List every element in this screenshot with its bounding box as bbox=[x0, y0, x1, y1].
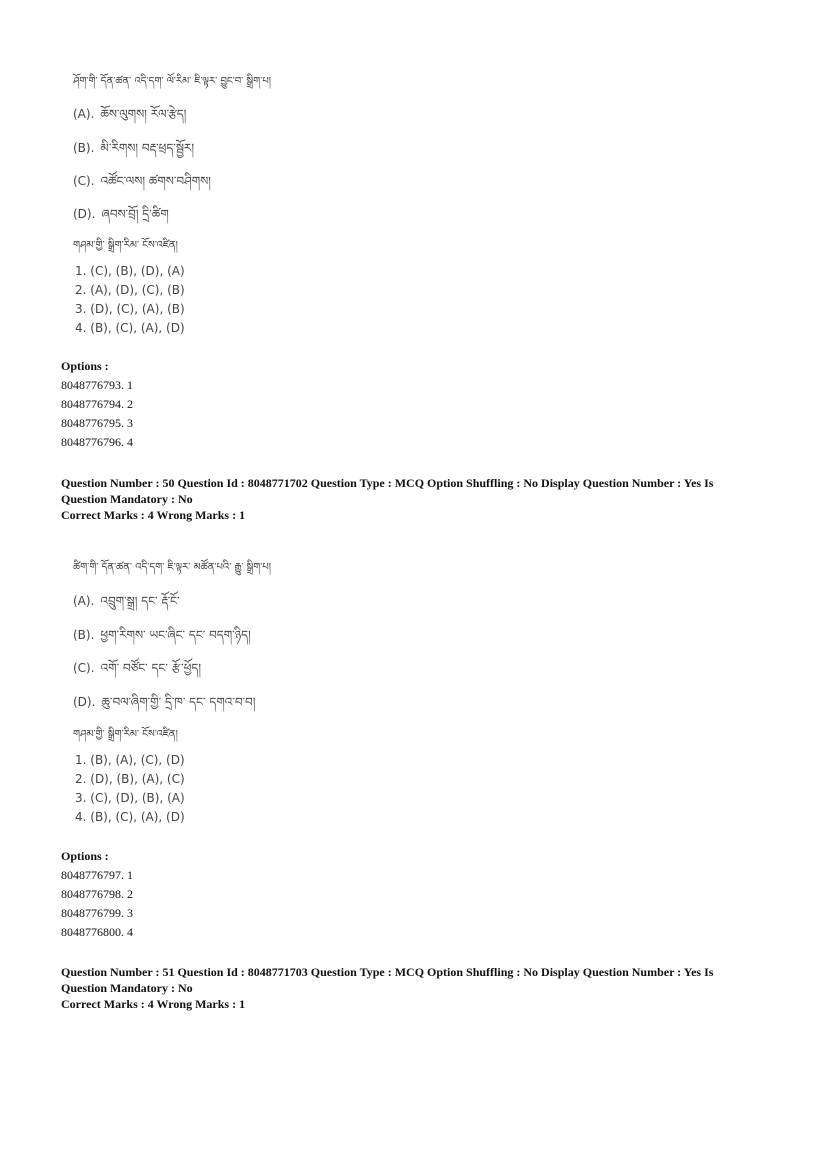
options-heading: Options : bbox=[61, 359, 109, 373]
option-b bbox=[73, 622, 251, 656]
option-id-line: 8048776796. 4 bbox=[61, 435, 133, 449]
option-id-line: 8048776793. 1 bbox=[61, 378, 133, 392]
option-text: ཆོས་ལུགས། རོལ་རྩེད། bbox=[100, 107, 187, 121]
option-label: (C). bbox=[73, 174, 95, 188]
option-text: འགོ་ བཙོང་ དང་ རྩོ་ཕྱོད། bbox=[100, 661, 201, 675]
option-id-line: 8048776795. 3 bbox=[61, 416, 133, 430]
option-label: (B). bbox=[73, 141, 95, 155]
answer-choice: 4. (B), (C), (A), (D) bbox=[75, 810, 185, 824]
option-text: ཆུ་བལ་ཞིག་གྱི་ དྲི་ཁ་ དང་ དགའ་བ་བ། bbox=[101, 695, 256, 709]
question-header bbox=[61, 475, 751, 523]
option-id-line: 8048776798. 2 bbox=[61, 887, 133, 901]
answer-choice: 2. (A), (D), (C), (B) bbox=[75, 283, 185, 297]
option-d bbox=[73, 201, 169, 235]
option-a bbox=[73, 588, 180, 622]
option-id-line: 8048776794. 2 bbox=[61, 397, 133, 411]
option-id-line: 8048776797. 1 bbox=[61, 868, 133, 882]
option-c bbox=[73, 655, 201, 689]
answer-choice: 1. (C), (B), (D), (A) bbox=[75, 264, 185, 278]
options-heading: Options : bbox=[61, 849, 109, 863]
option-text: འབྲུག་སྒྲ། དང་ རྡོ་ངོ་ bbox=[100, 594, 180, 608]
option-label: (D). bbox=[73, 695, 96, 709]
option-label: (C). bbox=[73, 661, 95, 675]
option-text: མི་རིགས། བརྡ་ཕྲད་སྦྱོར། bbox=[100, 141, 195, 155]
option-text: ཞབས་བྲོ། དྲི་ཚིག bbox=[101, 207, 169, 221]
option-a bbox=[73, 101, 186, 135]
question-header-line: Question Mandatory : No bbox=[61, 492, 193, 506]
question-marks: Correct Marks : 4 Wrong Marks : 1 bbox=[61, 508, 246, 522]
question-header-line: Question Mandatory : No bbox=[61, 981, 193, 995]
option-id-line: 8048776800. 4 bbox=[61, 925, 133, 939]
option-label: (B). bbox=[73, 628, 95, 642]
question-header bbox=[61, 964, 751, 1012]
answer-choice: 1. (B), (A), (C), (D) bbox=[75, 753, 185, 767]
question-stem: ཚིག་གི་ དོན་ཚན་ འདི་དག་ ཇི་ལྟར་ མཚོན་པའི་ རྒྱུ་ སྒྲིག་པ། bbox=[73, 562, 272, 573]
option-label: (A). bbox=[73, 107, 95, 121]
question-header-line: Question Number : 50 Question Id : 8048771702 Question Type : MCQ Option Shuffling : No Display Question Number : Yes Is bbox=[61, 476, 714, 490]
question-header-line: Question Number : 51 Question Id : 8048771703 Question Type : MCQ Option Shuffling : No Display Question Number : Yes Is bbox=[61, 965, 714, 979]
question-stem: ཤོག་གི་ དོན་ཚན་ འདི་དག་ ལོ་རིམ་ ཇི་ལྟར་ བྱུང་བ་ སྒྲིག་པ། bbox=[73, 76, 271, 87]
option-text: ཕྱག་རིགས་ ཡང་ཞིང་ དང་ བདག་ཉིད། bbox=[100, 628, 251, 642]
option-id-line: 8048776799. 3 bbox=[61, 906, 133, 920]
option-c bbox=[73, 168, 211, 202]
option-d bbox=[73, 689, 255, 723]
answer-choice: 3. (C), (D), (B), (A) bbox=[75, 791, 185, 805]
option-b bbox=[73, 135, 194, 169]
answer-choice: 3. (D), (C), (A), (B) bbox=[75, 302, 185, 316]
question-marks: Correct Marks : 4 Wrong Marks : 1 bbox=[61, 997, 246, 1011]
answer-choice: 2. (D), (B), (A), (C) bbox=[75, 772, 185, 786]
option-text: འཚོང་ལས། ཚགས་བཤིགས། bbox=[100, 174, 211, 188]
answer-choice: 4. (B), (C), (A), (D) bbox=[75, 321, 185, 335]
option-label: (A). bbox=[73, 594, 95, 608]
option-label: (D). bbox=[73, 207, 96, 221]
question-instruction: གཤམ་གྱི་ སྒྲིག་རིམ་ ངོས་འཛིན། bbox=[73, 240, 178, 251]
question-instruction: གཤམ་གྱི་ སྒྲིག་རིམ་ ངོས་འཛིན། bbox=[73, 729, 178, 740]
